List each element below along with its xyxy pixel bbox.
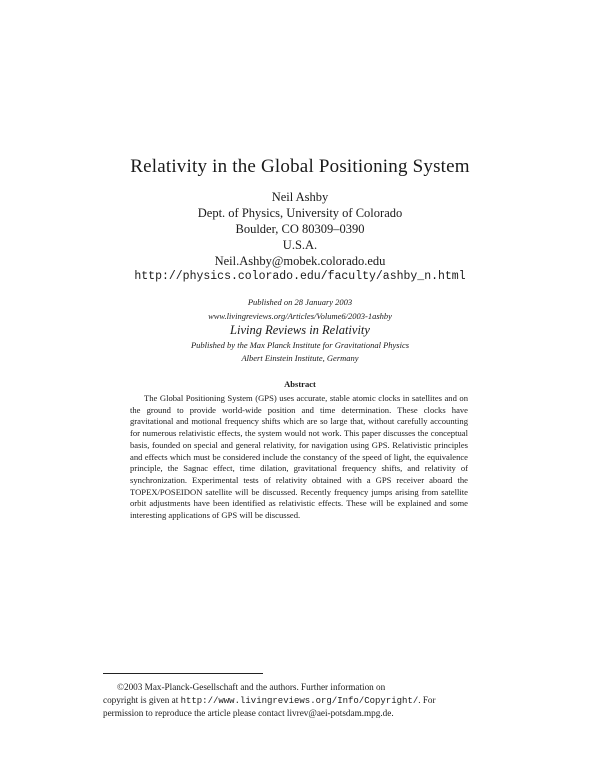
- author-affiliation: Dept. of Physics, University of Colorado: [197, 206, 403, 220]
- paper-title: Relativity in the Global Positioning System: [130, 156, 470, 177]
- author-email[interactable]: Neil.Ashby@mobek.colorado.edu: [214, 254, 386, 268]
- institute: Albert Einstein Institute, Germany: [241, 353, 359, 363]
- author-name: Neil Ashby: [271, 190, 329, 204]
- footnote-rule: [103, 673, 263, 674]
- copyright-line: ©2003 Max-Planck-Gesellschaft and the authors. Further information on: [117, 682, 386, 692]
- copyright-url[interactable]: http://www.livingreviews.org/Info/Copyright/: [180, 695, 419, 706]
- abstract-text: The Global Positioning System (GPS) uses accurate, stable atomic clocks in satellites and on the ground to provide world-wide position and time determination. These clocks have gravitational and motional frequency shifts which are so large that, without carefully accounting for numerous relativistic effects, the system would not work. This paper discusses the conceptual basis, founded on special and general relativity, for navigation using GPS. Relativistic principles and effects which must be considered include the constancy of the speed of light, the equivalence principle, the Sagnac effect, time dilation, gravitational frequency shifts, and relativity of synchronization. Experimental tests of relativity obtained with a GPS receiver aboard the TOPEX/POSEIDON satellite will be discussed. Recently frequency jumps arising from satellite orbit adjustments have been identified as relativistic effects. These will be explained and some interesting applications of GPS will be discussed.: [130, 393, 468, 521]
- abstract-heading: Abstract: [284, 379, 316, 389]
- author-url[interactable]: http://physics.colorado.edu/faculty/ashby_n.html: [134, 270, 466, 283]
- permission-line: permission to reproduce the article please contact livrev@aei-potsdam.mpg.de.: [103, 708, 394, 718]
- publisher: Published by the Max Planck Institute for Gravitational Physics: [190, 340, 410, 350]
- article-url[interactable]: www.livingreviews.org/Articles/Volume6/2003-1ashby: [208, 311, 392, 321]
- copyright-url-line: [103, 694, 443, 708]
- copyright-url-prefix: copyright is given at: [103, 694, 179, 705]
- journal-name: Living Reviews in Relativity: [230, 323, 370, 337]
- copyright-footer: [103, 681, 443, 720]
- publication-date: Published on 28 January 2003: [247, 297, 353, 307]
- author-address: Boulder, CO 80309–0390: [235, 222, 365, 236]
- copyright-url-suffix: . For: [418, 694, 436, 705]
- author-country: U.S.A.: [282, 238, 318, 252]
